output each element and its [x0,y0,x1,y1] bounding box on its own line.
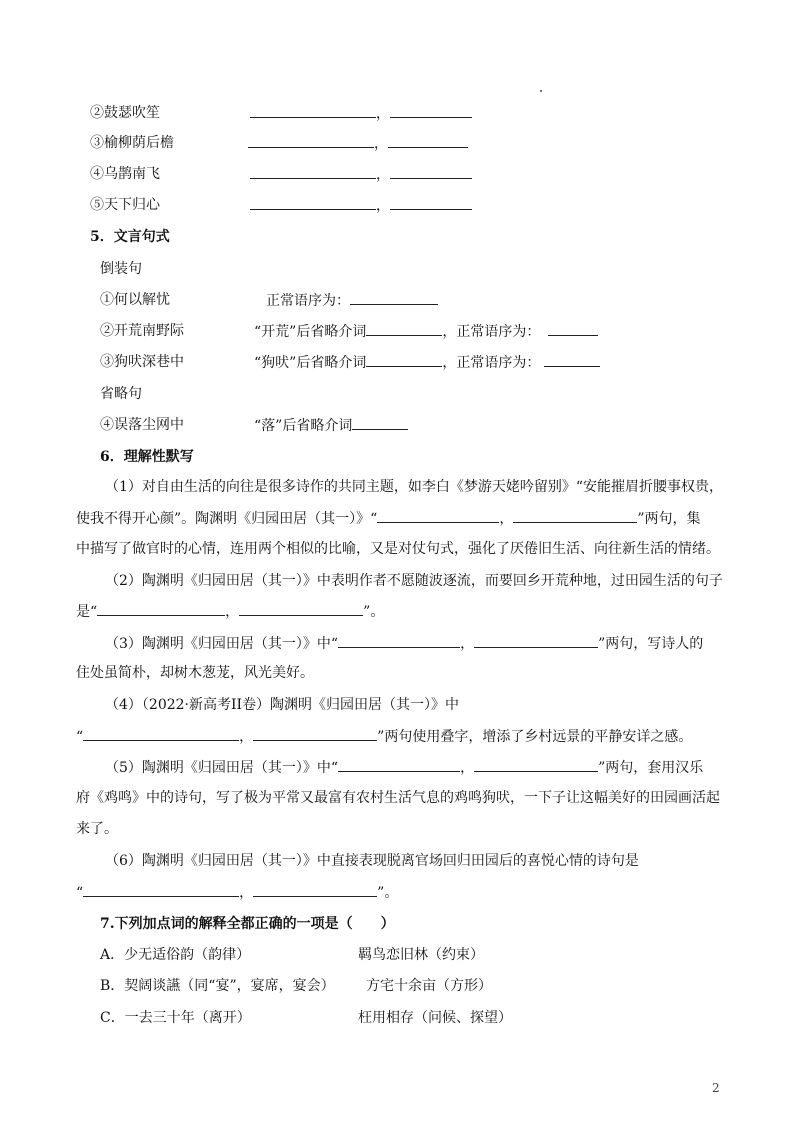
sub-heading: 倒装句 [100,261,142,277]
s4-answer-row: ， [250,164,472,185]
question-text: 是“ ， ”。 [76,601,384,622]
blank[interactable] [97,601,225,616]
blank[interactable] [474,633,598,648]
blank[interactable] [388,133,468,148]
blank[interactable] [544,352,600,367]
option-b-right: 方宅十余亩（方形） [366,978,492,994]
blank[interactable] [390,164,472,179]
s4-item: ④乌鹊南飞 [90,166,160,182]
blank[interactable] [474,757,598,772]
blank[interactable] [83,882,239,897]
blank[interactable] [366,352,442,367]
section-heading: 7.下列加点词的解释全都正确的一项是（ ） [100,916,395,932]
question-text: “ ， ”两句使用叠字，增添了乡村远景的平静安详之感。 [76,726,692,747]
blank[interactable] [250,195,376,210]
s5-note: “开荒”后省略介词 ，正常语序为： [254,321,598,342]
section-heading: 6．理解性默写 [100,449,194,465]
question-text: （3）陶渊明《归园田居（其一）》中“ ， ”两句，写诗人的 [105,633,703,654]
blank[interactable] [390,195,472,210]
s5-item: ①何以解忧 [100,292,170,308]
s5-item: ③狗吠深巷中 [100,354,184,370]
blank[interactable] [513,508,637,523]
sub-heading: 省略句 [100,386,142,402]
question-text: （2）陶渊明《归园田居（其一）》中表明作者不愿随波逐流，而要回乡开荒种地，过田园生活的句子 [105,573,723,589]
blank[interactable] [239,601,363,616]
option-a-right: 羁鸟恋旧林（约束） [358,947,484,963]
question-text: （5）陶渊明《归园田居（其一）》中“ ， ”两句，套用汉乐 [105,757,703,778]
blank[interactable] [350,290,438,305]
blank[interactable] [250,164,376,179]
s4-item: ③榆柳荫后檐 [90,135,174,151]
blank[interactable] [377,508,499,523]
blank[interactable] [253,882,377,897]
question-text: （4）（2022·新高考II卷）陶渊明《归园田居（其一）》中 [105,697,460,713]
option-a[interactable]: A．少无适俗韵（韵律） [100,947,251,963]
question-text: “ ， ”。 [76,882,398,903]
blank[interactable] [248,133,374,148]
option-b[interactable]: B．契阔谈讌（同“宴”，宴席，宴会） [100,978,335,994]
s5-item: ④误落尘网中 [100,417,184,433]
blank[interactable] [253,726,377,741]
question-text: 住处虽简朴，却树木葱茏，风光美好。 [76,665,314,681]
question-text: 来了。 [76,821,118,837]
question-text: 中描写了做官时的心情，连用两个相似的比喻，又是对仗句式，强化了厌倦旧生活、向往新生活的情绪。 [76,541,720,557]
s4-answer-row: ， [248,133,468,154]
s4-answer-row: ， [250,103,472,124]
s4-answer-row: ， [250,195,472,216]
s5-item: ②开荒南野际 [100,323,184,339]
blank[interactable] [338,757,460,772]
blank[interactable] [390,103,472,118]
question-text: （6）陶渊明《归园田居（其一）》中直接表现脱离官场回归田园后的喜悦心情的诗句是 [105,853,639,869]
blank[interactable] [366,321,442,336]
blank[interactable] [548,321,598,336]
question-text: 府《鸡鸣》中的诗句，写了极为平常又最富有农村生活气息的鸡鸣狗吠，一下子让这幅美好的田园画活起 [76,790,720,806]
blank[interactable] [338,633,460,648]
option-c[interactable]: C．一去三十年（离开） [100,1010,251,1026]
section-heading: 5．文言句式 [90,229,170,245]
question-text: 使我不得开心颜”。陶渊明《归园田居（其一）》“ ， ”两句，集 [76,508,701,529]
s4-item: ⑤天下归心 [90,197,160,213]
s4-item: ②鼓瑟吹笙 [90,105,160,121]
page-number: 2 [712,1081,720,1095]
blank[interactable] [352,415,408,430]
s5-note: “狗吠”后省略介词 ，正常语序为： [254,352,600,373]
question-text: （1）对自由生活的向往是很多诗作的共同主题，如李白《梦游天姥吟留别》“安能摧眉折腰事权贵， [105,479,724,495]
s5-note: 正常语序为： [266,290,438,311]
scan-dot [540,90,542,92]
blank[interactable] [83,726,239,741]
s5-note: “落”后省略介词 [254,415,408,436]
option-c-right: 枉用相存（问候、探望） [358,1010,512,1026]
blank[interactable] [250,103,376,118]
